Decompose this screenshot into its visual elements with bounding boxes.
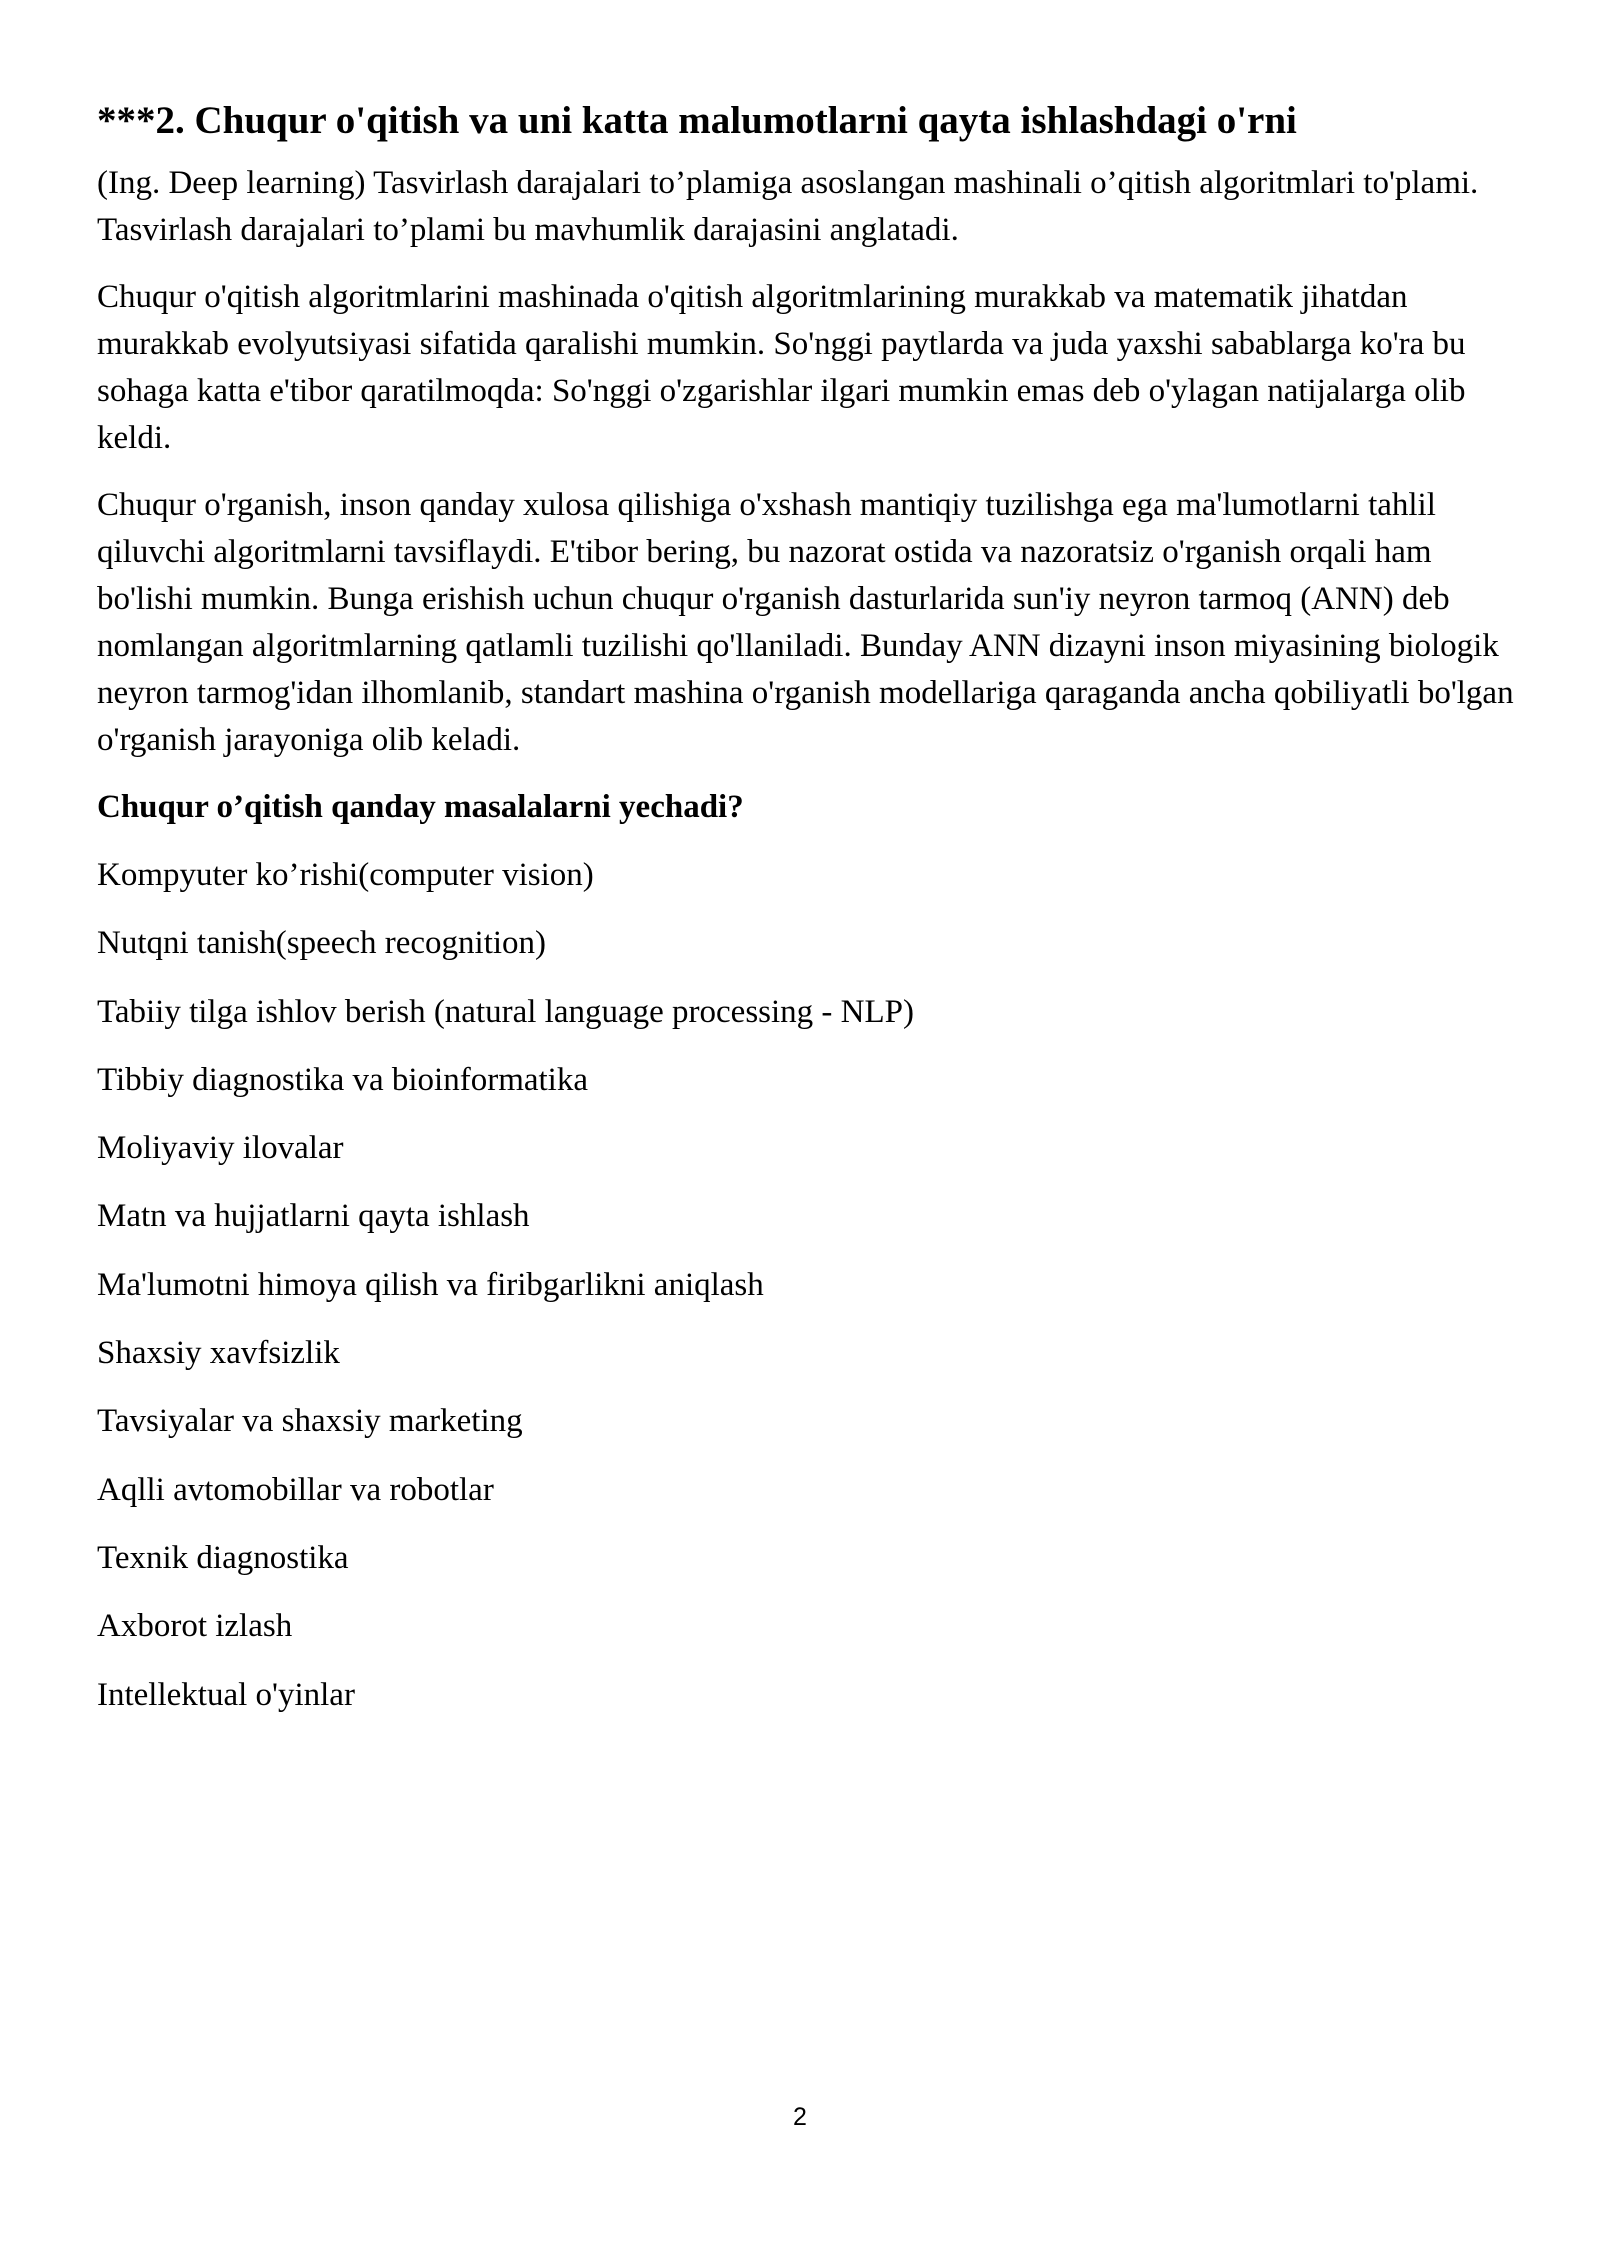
list-item: Ma'lumotni himoya qilish va firibgarlikni aniqlash [97, 1266, 764, 1303]
section-heading: ***2. Chuqur o'qitish va uni katta malumotlarni qayta ishlashdagi o'rni [97, 99, 1297, 142]
list-item: Axborot izlash [97, 1608, 293, 1645]
list-item: Tibbiy diagnostika va bioinformatika [97, 1061, 588, 1098]
page-number: 2 [793, 2103, 807, 2131]
list-item: Tabiiy tilga ishlov berish (natural language processing - NLP) [97, 993, 914, 1030]
list-item: Kompyuter ko’rishi(computer vision) [97, 857, 594, 893]
list-item: Matn va hujjatlarni qayta ishlash [97, 1198, 530, 1235]
document-page [97, 96, 1517, 1740]
list-item: Nutqni tanish(speech recognition) [97, 925, 547, 962]
list-item: Tavsiyalar va shaxsiy marketing [97, 1403, 523, 1440]
list-item: Aqlli avtomobillar va robotlar [97, 1471, 494, 1508]
list-item: Shaxsiy xavfsizlik [97, 1335, 340, 1372]
subheading: Chuqur o’qitish qanday masalalarni yechadi? [97, 789, 744, 825]
task-list [97, 852, 1517, 1719]
paragraph: Chuqur o'rganish, inson qanday xulosa qilishiga o'xshash mantiqiy tuzilishga ega ma'lumotlarni tahlil qiluvchi algoritmlarni tavsiflaydi. E'tibor bering, bu nazorat ostida va nazoratsiz o'rganish orqali ham bo'lishi mumkin. Bunga erishish uchun chuqur o'rganish dasturlarida sun'iy neyron tarmoq (ANN) deb nomlangan algoritmlarning qatlamli tuzilishi qo'llaniladi. Bunday ANN dizayni inson miyasining biologik neyron tarmog'idan ilhomlanib, standart mashina o'rganish modellariga qaraganda ancha qobiliyatli bo'lgan o'rganish jarayoniga olib keladi. [97, 487, 1514, 758]
paragraph: (Ing. Deep learning) Tasvirlash darajalari to’plamiga asoslangan mashinali o’qitish algoritmlari to'plami. Tasvirlash darajalari to’plami bu mavhumlik darajasini anglatadi. [97, 165, 1479, 248]
paragraph: Chuqur o'qitish algoritmlarini mashinada o'qitish algoritmlarining murakkab va matematik jihatdan murakkab evolyutsiyasi sifatida qaralishi mumkin. So'nggi paytlarda va juda yaxshi sabablarga ko'ra bu sohaga katta e'tibor qaratilmoqda: So'nggi o'zgarishlar ilgari mumkin emas deb o'ylagan natijalarga olib keldi. [97, 279, 1466, 456]
list-item: Moliyaviy ilovalar [97, 1130, 344, 1167]
list-item: Texnik diagnostika [97, 1539, 349, 1576]
list-item: Intellektual o'yinlar [97, 1676, 355, 1713]
